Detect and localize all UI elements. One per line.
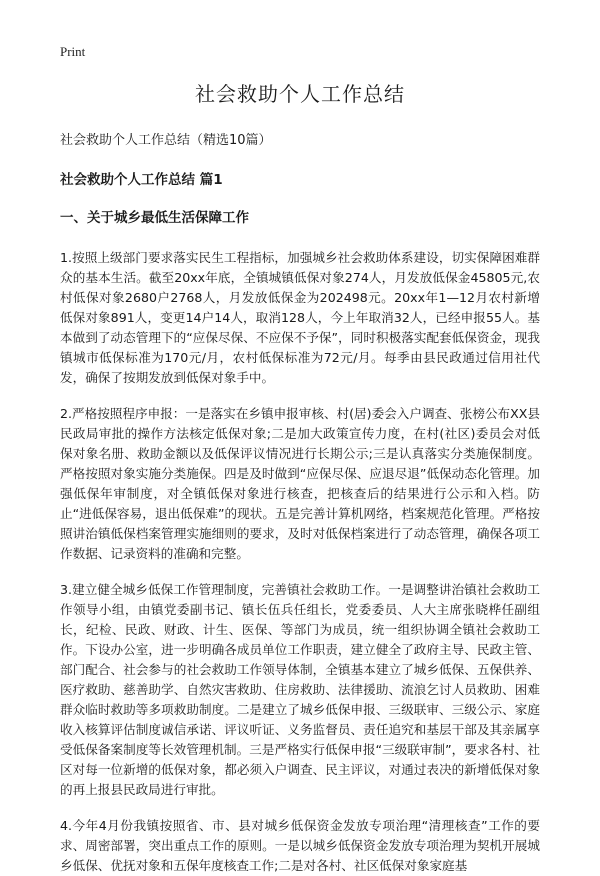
document-subtitle: 社会救助个人工作总结（精选10篇） — [60, 133, 272, 148]
print-link[interactable]: Print — [60, 44, 86, 59]
paragraph-1: 1.按照上级部门要求落实民生工程指标，加强城乡社会救助体系建设，切实保障困难群众的基本生活。截至20xx年底，全镇城镇低保对象274人，月发放低保金45805元,农村低保对象2680户2768人，月发放低保金为202498元。20xx年1—12月农村新增低保对象891人，变更14户14人，取消128人，今上年取消32人，已经申报55人。基本做到了动态管理下的“应保尽保、不应保不予保”，同时积极落实配套低保资金，现我镇城市低保标准为170元/月，农村低保标准为72元/月。每季由县民政通过信用社代发，确保了按期发放到低保对象手中。 — [60, 250, 540, 385]
document-title: 社会救助个人工作总结 — [195, 82, 405, 106]
paragraph-2: 2.严格按照程序申报：一是落实在乡镇申报审核、村(居)委会入户调查、张榜公布XX县民政局审批的操作方法核定低保对象;二是加大政策宣传力度，在村(社区)委员会对低保对象名册、救助金额以及低保评议情况进行长期公示;三是认真落实分类施保制度。严格按照对象实施分类施保。四是及时做到“应保尽保、应退尽退”低保动态化管理。加强低保年审制度，对全镇低保对象进行核查，把核查后的结果进行公示和入档。防止“进低保容易，退出低保难”的现状。五是完善计算机网络，档案规范化管理。严格按照讲治镇低保档案管理实施细则的要求，及时对低保档案进行了动态管理，确保各项工作数据、记录资料的准确和完整。 — [60, 406, 540, 561]
section-title: 社会救助个人工作总结 篇1 — [60, 172, 223, 188]
paragraph-4: 4.今年4月份我镇按照省、市、县对城乡低保资金发放专项治理“清理核查”工作的要求、周密部署，突出重点工作的原则。一是以城乡低保资金发放专项治理为契机开展城乡低保、优抚对象和五保年度核查工作;二是对各村、社区低保对象家庭基 — [60, 818, 540, 873]
section-heading: 一、关于城乡最低生活保障工作 — [60, 210, 249, 226]
paragraph-3: 3.建立健全城乡低保工作管理制度，完善镇社会救助工作。一是调整讲治镇社会救助工作领导小组，由镇党委副书记、镇长伍兵任组长，党委委员、人大主席张晓桦任副组长，纪检、民政、财政、计生、医保、等部门为成员，统一组织协调全镇社会救助工作。下设办公室，进一步明确各成员单位工作职责，建立健全了政府主导、民政主管、部门配合、社会参与的社会救助工作领导体制，全镇基本建立了城乡低保、五保供养、医疗救助、慈善助学、自然灾害救助、住房救助、法律援助、流浪乞讨人员救助、困难群众临时救助等多项救助制度。二是建立了城乡低保申报、三级联审、三级公示、家庭收入核算评估制度诚信承诺、评议听证、义务监督员、责任追究和基层干部及其亲属享受低保备案制度等长效管理机制。三是严格实行低保申报“三级联审制”，要求各村、社区对每一位新增的低保对象，都必须入户调查、民主评议，对通过表决的新增低保对象的再上报县民政局进行审批。 — [60, 582, 540, 797]
